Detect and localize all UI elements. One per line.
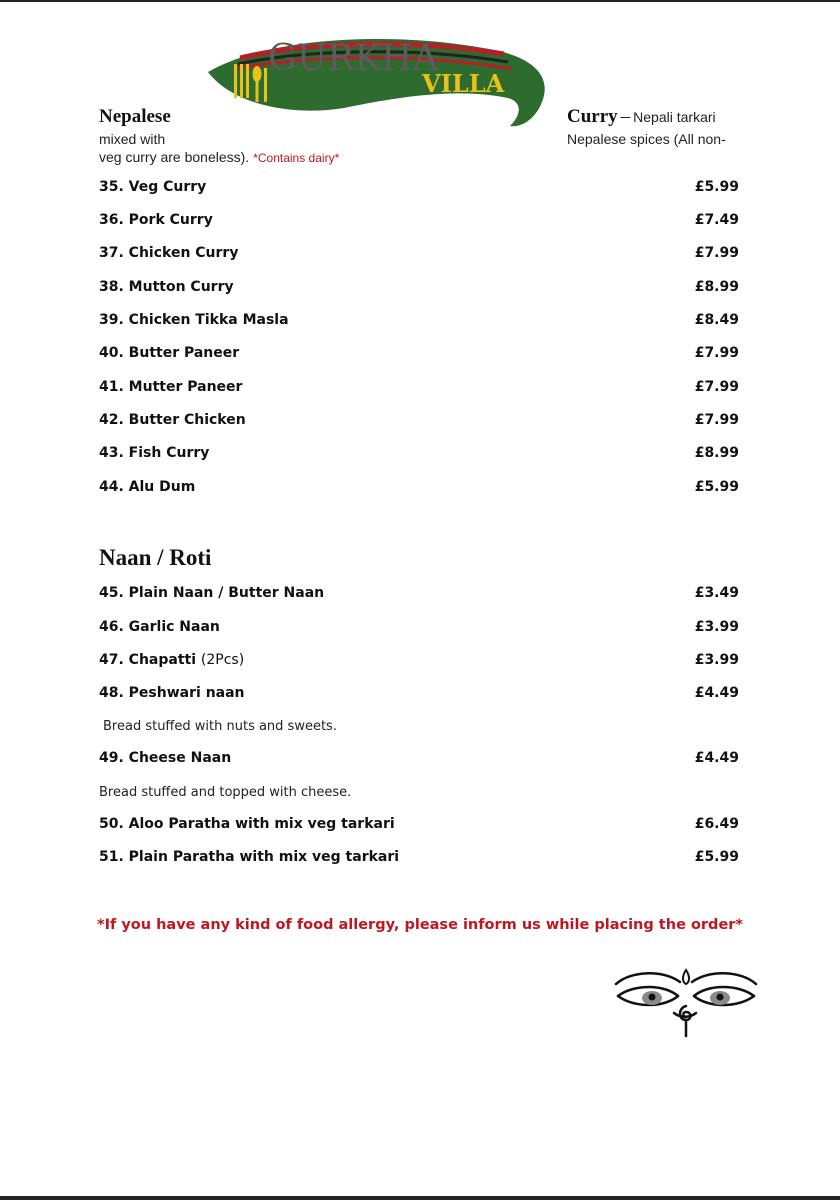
menu-item-price: £7.99 [694,245,739,261]
menu-item-row [99,816,739,838]
menu-item-price: £7.99 [694,412,739,428]
menu-item-name: 47. Chapatti [99,652,197,668]
menu-item-row [99,179,739,201]
page-top-border [0,0,840,2]
allergy-notice: *If you have any kind of food allergy, please inform us while placing the order* [96,917,744,933]
buddha-eyes-icon [612,966,760,1040]
menu-item-price: £6.49 [694,816,739,832]
gurkha-villa-logo [204,22,554,134]
menu-item-name-with-note [99,652,244,668]
menu-item-row [99,652,739,674]
section-title-nepalese: Nepalese [99,106,171,127]
menu-item-name: 46. Garlic Naan [99,619,220,635]
menu-item-price: £7.99 [694,379,739,395]
menu-item-row [99,849,739,871]
menu-item-row [99,279,739,301]
menu-item-price: £5.99 [694,179,739,195]
menu-item-note: (2Pcs) [200,652,245,668]
menu-item-name: 45. Plain Naan / Butter Naan [99,585,325,601]
menu-item-row [99,445,739,467]
menu-item-name: 50. Aloo Paratha with mix veg tarkari [99,816,395,832]
menu-item-price: £3.99 [694,619,739,635]
menu-item-row [99,245,739,267]
menu-item-row [99,585,739,607]
menu-item-row [99,379,739,401]
section-title-naan-roti: Naan / Roti [99,545,212,570]
menu-item-name: 35. Veg Curry [99,179,207,195]
menu-item-price: £4.49 [694,685,739,701]
menu-item-name: 49. Cheese Naan [99,750,232,766]
menu-item-price: £5.99 [694,479,739,495]
menu-item-row [99,345,739,367]
menu-item-price: £8.99 [694,445,739,461]
menu-item-price: £8.99 [694,279,739,295]
logo-text-gurkha: GURKHA [268,38,439,79]
menu-item-description: Bread stuffed and topped with cheese. [99,785,352,800]
menu-item-price: £3.49 [694,585,739,601]
menu-item-name: 39. Chicken Tikka Masla [99,312,289,328]
menu-item-name: 40. Butter Paneer [99,345,240,361]
section-title-curry [567,106,716,128]
curry-description-left-1: mixed with [99,131,166,147]
title-separator: – [620,106,631,127]
menu-item-row [99,479,739,501]
curry-title-text: Curry [567,106,618,127]
logo-text-villa: VILLA [422,69,505,98]
menu-item-description: Bread stuffed with nuts and sweets. [103,719,337,734]
menu-item-price: £7.49 [694,212,739,228]
menu-item-name: 43. Fish Curry [99,445,210,461]
curry-subtitle: Nepali tarkari [633,109,716,125]
menu-item-row [99,750,739,772]
menu-item-row [99,412,739,434]
dairy-note: *Contains dairy* [253,151,340,165]
menu-item-row [99,212,739,234]
curry-description-right-1: Nepalese spices (All non- [567,131,726,147]
menu-item-row [99,312,739,334]
menu-item-name: 48. Peshwari naan [99,685,245,701]
menu-item-price: £5.99 [694,849,739,865]
boneless-note: veg curry are boneless). [99,149,250,165]
menu-item-row [99,685,739,707]
menu-item-name: 51. Plain Paratha with mix veg tarkari [99,849,400,865]
page-bottom-border [0,1196,840,1200]
menu-item-price: £3.99 [694,652,739,668]
menu-item-row [99,619,739,641]
menu-item-name: 37. Chicken Curry [99,245,239,261]
menu-item-name: 38. Mutton Curry [99,279,234,295]
menu-item-name: 41. Mutter Paneer [99,379,243,395]
menu-item-price: £8.49 [694,312,739,328]
menu-item-name: 36. Pork Curry [99,212,213,228]
menu-item-price: £7.99 [694,345,739,361]
menu-item-name: 42. Butter Chicken [99,412,246,428]
menu-item-price: £4.49 [694,750,739,766]
curry-description-left-2 [99,149,339,165]
menu-item-name: 44. Alu Dum [99,479,196,495]
